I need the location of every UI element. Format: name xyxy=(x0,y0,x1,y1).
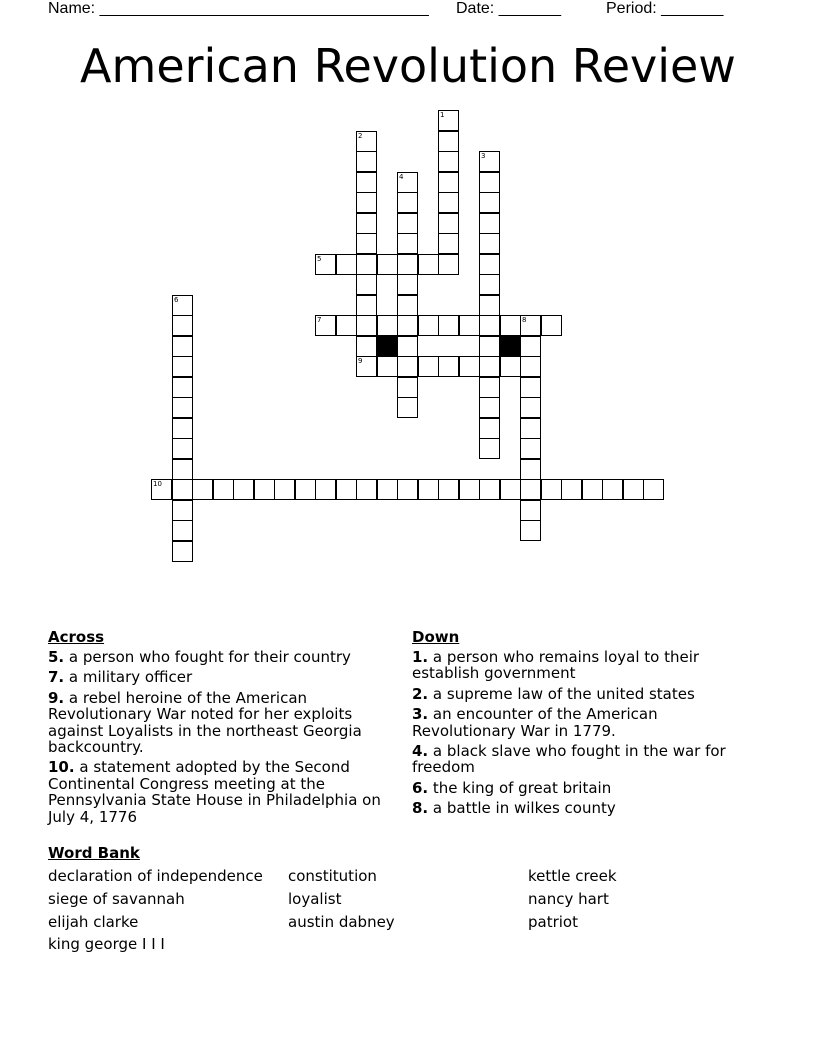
crossword-cell[interactable] xyxy=(172,438,193,459)
word-bank-item: siege of savannah xyxy=(48,890,185,908)
crossword-cell[interactable] xyxy=(315,315,336,336)
crossword-cell[interactable] xyxy=(356,274,377,295)
clue-down-3: 3. an encounter of the American Revolutionary War in 1779. xyxy=(412,705,658,740)
crossword-cell[interactable] xyxy=(541,315,562,336)
crossword-cell[interactable] xyxy=(438,356,459,377)
clue-number-label: 9 xyxy=(358,357,363,365)
crossword-cell[interactable] xyxy=(479,254,500,275)
clue-number-label: 7 xyxy=(317,316,322,324)
crossword-cell[interactable] xyxy=(151,479,172,500)
crossword-cell[interactable] xyxy=(397,479,418,500)
crossword-cell[interactable] xyxy=(479,172,500,193)
crossword-cell[interactable] xyxy=(479,356,500,377)
crossword-cell[interactable] xyxy=(315,479,336,500)
crossword-cell[interactable] xyxy=(438,151,459,172)
crossword-cell[interactable] xyxy=(397,377,418,398)
crossword-cell[interactable] xyxy=(541,479,562,500)
crossword-cell[interactable] xyxy=(356,356,377,377)
crossword-cell[interactable] xyxy=(397,356,418,377)
word-bank-heading: Word Bank xyxy=(48,844,140,862)
word-bank-item: loyalist xyxy=(288,890,342,908)
crossword-cell[interactable] xyxy=(500,479,521,500)
crossword-cell[interactable] xyxy=(172,295,193,316)
crossword-cell[interactable] xyxy=(192,479,213,500)
crossword-cell[interactable] xyxy=(377,315,398,336)
crossword-cell[interactable] xyxy=(438,172,459,193)
crossword-cell[interactable] xyxy=(520,315,541,336)
page-title: American Revolution Review xyxy=(80,39,736,93)
crossword-cell[interactable] xyxy=(623,479,644,500)
crossword-cell[interactable] xyxy=(520,418,541,439)
crossword-cell[interactable] xyxy=(172,377,193,398)
word-bank-item: elijah clarke xyxy=(48,913,139,931)
word-bank-item: nancy hart xyxy=(528,890,609,908)
crossword-cell[interactable] xyxy=(459,356,480,377)
crossword-cell[interactable] xyxy=(274,479,295,500)
clue-across-7: 7. a military officer xyxy=(48,668,193,687)
crossword-cell[interactable] xyxy=(438,192,459,213)
crossword-cell[interactable] xyxy=(397,172,418,193)
crossword-cell[interactable] xyxy=(520,479,541,500)
date-field[interactable]: Date: _______ xyxy=(456,0,561,17)
crossword-cell[interactable] xyxy=(397,192,418,213)
crossword-cell[interactable] xyxy=(356,233,377,254)
crossword-cell[interactable] xyxy=(479,213,500,234)
crossword-cell[interactable] xyxy=(500,315,521,336)
crossword-cell[interactable] xyxy=(479,377,500,398)
crossword-block xyxy=(500,336,521,357)
crossword-cell[interactable] xyxy=(643,479,664,500)
crossword-cell[interactable] xyxy=(336,315,357,336)
crossword-cell[interactable] xyxy=(356,213,377,234)
crossword-cell[interactable] xyxy=(418,315,439,336)
crossword-cell[interactable] xyxy=(356,254,377,275)
crossword-cell[interactable] xyxy=(479,336,500,357)
clue-across-5: 5. a person who fought for their country xyxy=(48,648,351,666)
clue-down-6: 6. the king of great britain xyxy=(412,778,612,797)
crossword-cell[interactable] xyxy=(520,438,541,459)
crossword-block xyxy=(377,336,398,357)
crossword-cell[interactable] xyxy=(520,356,541,377)
crossword-cell[interactable] xyxy=(582,479,603,500)
crossword-cell[interactable] xyxy=(397,254,418,275)
crossword-cell[interactable] xyxy=(479,315,500,336)
word-bank-item: king george I I I xyxy=(48,935,165,953)
down-heading: Down xyxy=(412,628,460,646)
clue-number-label: 5 xyxy=(317,255,322,263)
crossword-cell[interactable] xyxy=(377,254,398,275)
clue-down-4: 4. a black slave who fought in the war for freedom xyxy=(412,742,726,777)
crossword-cell[interactable] xyxy=(479,151,500,172)
crossword-cell[interactable] xyxy=(295,479,316,500)
crossword-cell[interactable] xyxy=(172,315,193,336)
crossword-cell[interactable] xyxy=(397,233,418,254)
across-clues xyxy=(48,628,398,829)
clue-down-1: 1. a person who remains loyal to their establish government xyxy=(412,648,700,683)
crossword-cell[interactable] xyxy=(397,315,418,336)
clue-across-10: 10. a statement adopted by the Second Continental Congress meeting at the Pennsylvania State House in Philadelphia on July 4, 1776 xyxy=(48,758,381,826)
word-bank-item: kettle creek xyxy=(528,867,617,885)
clue-number-label: 10 xyxy=(153,480,162,488)
crossword-cell[interactable] xyxy=(479,438,500,459)
crossword-cell[interactable] xyxy=(418,356,439,377)
crossword-cell[interactable] xyxy=(254,479,275,500)
crossword-cell[interactable] xyxy=(397,397,418,418)
crossword-cell[interactable] xyxy=(479,274,500,295)
crossword-cell[interactable] xyxy=(397,336,418,357)
crossword-cell[interactable] xyxy=(479,192,500,213)
across-heading: Across xyxy=(48,628,105,646)
crossword-cell[interactable] xyxy=(520,520,541,541)
crossword-cell[interactable] xyxy=(172,459,193,480)
clue-across-9: 9. a rebel heroine of the American Revolutionary War noted for her exploits against Loyalists in the northeast Georgia backcountry. xyxy=(48,688,362,757)
crossword-cell[interactable] xyxy=(438,315,459,336)
crossword-cell[interactable] xyxy=(520,397,541,418)
clue-down-2: 2. a supreme law of the united states xyxy=(412,684,695,703)
word-bank-item: constitution xyxy=(288,867,377,885)
crossword-cell[interactable] xyxy=(172,336,193,357)
crossword-cell[interactable] xyxy=(520,500,541,521)
crossword-cell[interactable] xyxy=(459,315,480,336)
crossword-cell[interactable] xyxy=(438,233,459,254)
crossword-cell[interactable] xyxy=(356,192,377,213)
crossword-cell[interactable] xyxy=(438,213,459,234)
clue-number-label: 8 xyxy=(522,316,527,324)
crossword-cell[interactable] xyxy=(172,500,193,521)
word-bank-item: patriot xyxy=(528,913,578,931)
crossword-cell[interactable] xyxy=(377,479,398,500)
clue-number-label: 6 xyxy=(174,296,179,304)
crossword-cell[interactable] xyxy=(356,479,377,500)
crossword-cell[interactable] xyxy=(356,295,377,316)
clue-number-label: 4 xyxy=(399,173,404,181)
crossword-cell[interactable] xyxy=(397,213,418,234)
crossword-cell[interactable] xyxy=(479,418,500,439)
word-bank-item: austin dabney xyxy=(288,913,395,931)
down-clues xyxy=(412,628,752,821)
crossword-cell[interactable] xyxy=(438,110,459,131)
crossword-cell[interactable] xyxy=(172,356,193,377)
crossword-cell[interactable] xyxy=(172,479,193,500)
crossword-cell[interactable] xyxy=(500,356,521,377)
clue-number-label: 3 xyxy=(481,152,486,160)
crossword-cell[interactable] xyxy=(418,254,439,275)
crossword-cell[interactable] xyxy=(213,479,234,500)
crossword-cell[interactable] xyxy=(315,254,336,275)
crossword-cell[interactable] xyxy=(459,479,480,500)
crossword-cell[interactable] xyxy=(479,397,500,418)
period-field[interactable]: Period: _______ xyxy=(606,0,724,17)
crossword-cell[interactable] xyxy=(336,254,357,275)
crossword-cell[interactable] xyxy=(438,131,459,152)
clue-number-label: 1 xyxy=(440,111,445,119)
crossword-cell[interactable] xyxy=(356,336,377,357)
crossword-cell[interactable] xyxy=(602,479,623,500)
crossword-cell[interactable] xyxy=(418,479,439,500)
crossword-cell[interactable] xyxy=(172,520,193,541)
crossword-cell[interactable] xyxy=(479,295,500,316)
crossword-cell[interactable] xyxy=(356,151,377,172)
crossword-cell[interactable] xyxy=(561,479,582,500)
crossword-cell[interactable] xyxy=(233,479,254,500)
name-field[interactable]: Name: _____________________________________ xyxy=(48,0,429,17)
crossword-cell[interactable] xyxy=(356,315,377,336)
crossword-cell[interactable] xyxy=(479,233,500,254)
word-bank-item: declaration of independence xyxy=(48,867,263,885)
crossword-cell[interactable] xyxy=(520,459,541,480)
crossword-cell[interactable] xyxy=(356,172,377,193)
crossword-cell[interactable] xyxy=(438,479,459,500)
crossword-cell[interactable] xyxy=(356,131,377,152)
crossword-cell[interactable] xyxy=(397,274,418,295)
crossword-cell[interactable] xyxy=(172,541,193,562)
crossword-cell[interactable] xyxy=(479,479,500,500)
crossword-cell[interactable] xyxy=(520,377,541,398)
crossword-cell[interactable] xyxy=(172,397,193,418)
clue-number-label: 2 xyxy=(358,132,363,140)
crossword-cell[interactable] xyxy=(172,418,193,439)
crossword-cell[interactable] xyxy=(438,254,459,275)
clue-down-8: 8. a battle in wilkes county xyxy=(412,799,616,818)
crossword-cell[interactable] xyxy=(377,356,398,377)
crossword-cell[interactable] xyxy=(520,336,541,357)
crossword-cell[interactable] xyxy=(397,295,418,316)
crossword-cell[interactable] xyxy=(336,479,357,500)
